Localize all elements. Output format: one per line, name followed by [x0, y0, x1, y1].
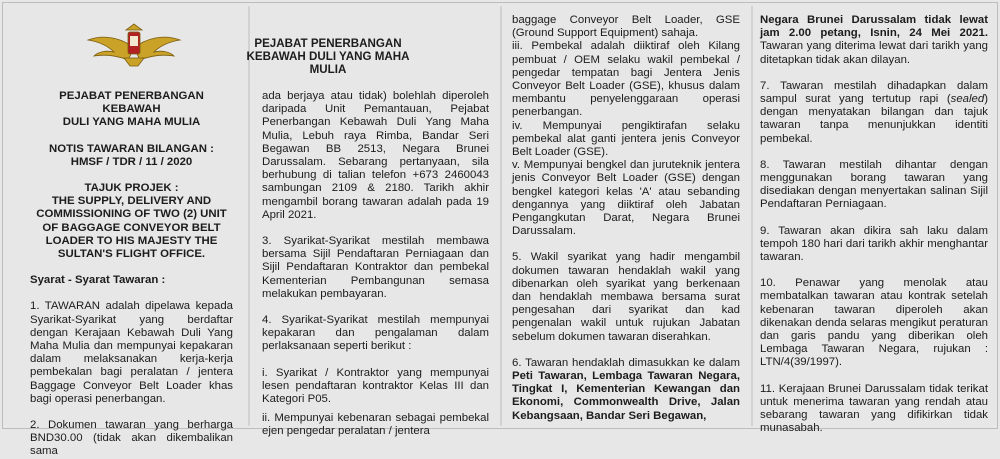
- paragraph-9: 9. Tawaran akan dikira sah laku dalam tempoh 180 hari dari tarikh akhir menghantar tawaran.: [760, 224, 988, 264]
- item-i: i. Syarikat / Kontraktor yang mempunyai lesen pendaftaran kontraktor Kelas III dan Kategori P05.: [262, 366, 489, 406]
- tender-notice: NOTIS TAWARAN BILANGAN : HMSF / TDR / 11 / 2020: [49, 142, 214, 168]
- organization-name: PEJABAT PENERBANGAN KEBAWAH DULI YANG MAHA MULIA: [59, 90, 204, 129]
- paragraph-2-continued: ada berjaya atau tidak) bolehlah diperoleh daripada Unit Pemantauan, Pejabat Penerbangan Kebawah Duli Yang Maha Mulia, Lebuh raya Rimba, Bandar Seri Begawan BB 2513, Negara Brunei Darussalam. Sebarang pertanyaan, sila berhubung di talian telefon +673 2460043 sambungan 2109 & 2180. Tarikh akhir mengambil borang tawaran adalah pada 19 April 2021.: [262, 90, 489, 221]
- paragraph-8: 8. Tawaran mestilah dihantar dengan menggunakan borang tawaran yang disediakan dengan menyertakan salinan Sijil Pendaftaran Perniagaan.: [760, 158, 988, 211]
- item-iv: iv. Mempunyai pengiktirafan selaku pembekal alat ganti jentera jenis Conveyor Belt Loader (GSE).: [512, 119, 740, 159]
- column-divider: [500, 6, 502, 426]
- column-4: [760, 14, 988, 435]
- paragraph-1: 1. TAWARAN adalah dipelawa kepada Syarikat-Syarikat yang berdaftar dengan Kerajaan Kebawah Duli Yang Maha Mulia dan mempunyai kepakaran dalam melaksanakan kerja-kerja pembekalan bagi peralatan / jentera Baggage Conveyor Belt Loader khas bagi operasi penerbangan.: [30, 300, 233, 405]
- project-title: TAJUK PROJEK : THE SUPPLY, DELIVERY AND COMMISSIONING OF TWO (2) UNIT OF BAGGAGE CONVEYOR BELT LOADER TO HIS MAJESTY THE SULTAN'S FLIGHT OFFICE.: [36, 182, 227, 261]
- column-1: [30, 90, 233, 459]
- paragraph-2: 2. Dokumen tawaran yang berharga BND30.00 (tidak akan dikembalikan sama: [30, 419, 233, 458]
- paragraph-3: 3. Syarikat-Syarikat mestilah membawa bersama Sijil Pendaftaran Perniagaan dan Sijil Pendaftaran Kontraktor dan pembekal Kementerian Pembangunan semasa melakukan pembayaran.: [262, 235, 489, 300]
- item-v: v. Mempunyai bengkel dan juruteknik jentera jenis Conveyor Belt Loader (GSE) dengan bengkel kategori kelas 'A' atau sebanding dengannya yang diiktiraf oleh Jabatan Pengangkutan Darat, Negara Brunei Darussalam.: [512, 159, 740, 238]
- paragraph-7: 7. Tawaran mestilah dihadapkan dalam sampul surat yang tertutup rapi (sealed) dengan menyatakan bilangan dan tajuk tawaran tanpa menunjukkan identiti pembekal.: [760, 79, 988, 145]
- column-2: [262, 90, 489, 439]
- column-divider: [751, 6, 753, 426]
- item-ii: ii. Mempunyai kebenaran sebagai pembekal ejen pengedar peralatan / jentera: [262, 412, 489, 438]
- item-ii-continued: baggage Conveyor Belt Loader, GSE (Ground Support Equipment) sahaja.: [512, 14, 740, 40]
- header-title: [238, 37, 418, 76]
- item-iii: iii. Pembekal adalah diiktiraf oleh Kilang pembuat / OEM selaku wakil pembekal / pengedar tempatan bagi Jentera Jenis Conveyor Belt Loader (GSE), khusus dalam membantu penyelenggaraan operasi penerbangan.: [512, 40, 740, 119]
- paragraph-6: 6. Tawaran hendaklah dimasukkan ke dalam Peti Tawaran, Lembaga Tawaran Negara, Tingkat I, Kementerian Kewangan dan Ekonomi, Commonwealth Drive, Jalan Kebangsaan, Bandar Seri Begawan,: [512, 356, 740, 422]
- tender-box-address: Peti Tawaran, Lembaga Tawaran Negara, Tingkat I, Kementerian Kewangan dan Ekonomi, Commonwealth Drive, Jalan Kebangsaan, Bandar Seri Begawan,: [512, 370, 740, 422]
- header-line-1: PEJABAT PENERBANGAN: [254, 37, 402, 50]
- header-line-2: KEBAWAH DULI YANG MAHA MULIA: [246, 50, 410, 76]
- paragraph-10: 10. Penawar yang menolak atau membatalkan tawaran atau kontrak setelah kebenaran tawaran diperoleh akan dikenakan denda selaras mengikut peraturan dan garis pandu yang diberikan oleh Lembaga Tawaran Negara, rujukan : LTN/4(39/1997).: [760, 277, 988, 369]
- paragraph-5: 5. Wakil syarikat yang hadir mengambil dokumen tawaran hendaklah wakil yang dibenarkan oleh syarikat yang berkenaan dan hendaklah membawa bersama surat pengesahan dari syarikat dan kad pengenalan wakil untuk rujukan Jabatan sebelum dokumen tawaran diserahkan.: [512, 251, 740, 343]
- column-3: [512, 14, 740, 423]
- conditions-heading: Syarat - Syarat Tawaran :: [30, 274, 166, 287]
- aviation-crest-logo: [86, 22, 182, 70]
- paragraph-4: 4. Syarikat-Syarikat mestilah mempunyai kepakaran dan pengalaman dalam perlaksanaan seperti berikut :: [262, 314, 489, 353]
- deadline: Negara Brunei Darussalam tidak lewat jam 2.00 petang, Isnin, 24 Mei 2021. Tawaran yang diterima lewat dari tarikh yang ditetapkan tidak akan dilayan.: [760, 14, 988, 66]
- paragraph-11: 11. Kerajaan Brunei Darussalam tidak terikat untuk menerima tawaran yang rendah atau sebarang tawaran yang difikirkan tidak munasabah.: [760, 382, 988, 435]
